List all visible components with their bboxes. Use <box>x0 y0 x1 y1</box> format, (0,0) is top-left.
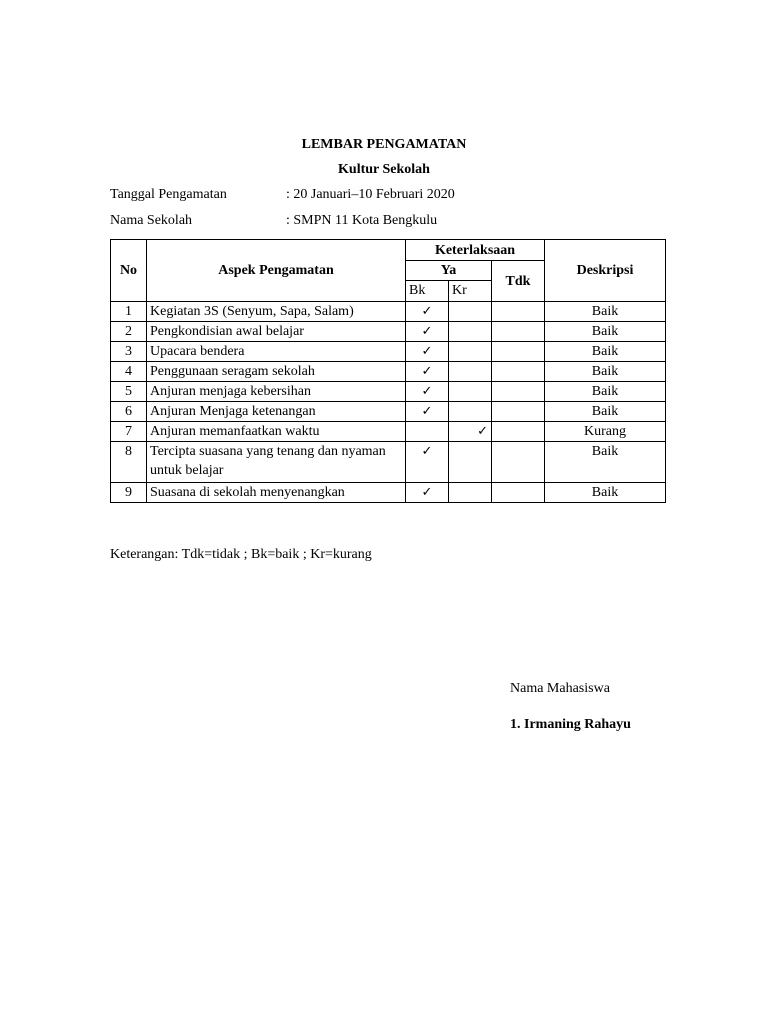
row-aspek: Kegiatan 3S (Senyum, Sapa, Salam) <box>147 302 406 322</box>
check-mark-icon: ✓ <box>421 485 433 500</box>
row-kr-check <box>449 422 492 442</box>
row-aspek: Anjuran menjaga kebersihan <box>147 382 406 402</box>
row-bk-check <box>406 382 449 402</box>
document-subtitle: Kultur Sekolah <box>338 162 430 177</box>
table-row <box>111 362 666 382</box>
row-number: 3 <box>111 342 147 362</box>
row-kr-check <box>449 483 492 503</box>
row-aspek: Suasana di sekolah menyenangkan <box>147 483 406 503</box>
row-aspek: Anjuran memanfaatkan waktu <box>147 422 406 442</box>
row-number: 2 <box>111 322 147 342</box>
row-number: 8 <box>111 442 147 483</box>
meta-date-label: Tanggal Pengamatan <box>110 187 227 202</box>
row-aspek: Anjuran Menjaga ketenangan <box>147 402 406 422</box>
header-tdk: Tdk <box>492 261 545 302</box>
table-row <box>111 382 666 402</box>
row-number: 5 <box>111 382 147 402</box>
row-number: 7 <box>111 422 147 442</box>
check-mark-icon: ✓ <box>421 404 433 419</box>
meta-school-value: : SMPN 11 Kota Bengkulu <box>286 213 438 228</box>
header-kr: Kr <box>449 281 492 302</box>
table-row <box>111 442 666 483</box>
row-bk-check <box>406 322 449 342</box>
row-bk-check <box>406 422 449 442</box>
table-row <box>111 342 666 362</box>
document-title: LEMBAR PENGAMATAN <box>301 137 467 152</box>
header-deskripsi: Deskripsi <box>545 240 666 302</box>
meta-date-value: : 20 Januari–10 Februari 2020 <box>286 187 455 202</box>
row-deskripsi: Baik <box>545 402 666 422</box>
row-aspek: Penggunaan seragam sekolah <box>147 362 406 382</box>
meta-date <box>110 187 455 203</box>
row-deskripsi: Baik <box>545 302 666 322</box>
legend-note: Keterangan: Tdk=tidak ; Bk=baik ; Kr=kurang <box>110 547 372 562</box>
row-deskripsi: Baik <box>545 322 666 342</box>
observation-table-body <box>111 302 666 503</box>
row-tdk-check <box>492 362 545 382</box>
row-kr-check <box>449 362 492 382</box>
row-aspek: Upacara bendera <box>147 342 406 362</box>
row-tdk-check <box>492 322 545 342</box>
row-number: 9 <box>111 483 147 503</box>
row-deskripsi: Kurang <box>545 422 666 442</box>
header-no: No <box>111 240 147 302</box>
header-bk: Bk <box>406 281 449 302</box>
meta-school-label: Nama Sekolah <box>110 213 193 228</box>
table-row <box>111 483 666 503</box>
header-aspek: Aspek Pengamatan <box>147 240 406 302</box>
row-tdk-check <box>492 302 545 322</box>
row-deskripsi: Baik <box>545 483 666 503</box>
row-tdk-check <box>492 442 545 483</box>
check-mark-icon: ✓ <box>421 444 433 459</box>
row-kr-check <box>449 382 492 402</box>
table-row <box>111 422 666 442</box>
row-bk-check <box>406 362 449 382</box>
check-mark-icon: ✓ <box>421 364 433 379</box>
row-kr-check <box>449 442 492 483</box>
table-row <box>111 402 666 422</box>
signature-label: Nama Mahasiswa <box>510 681 610 696</box>
row-tdk-check <box>492 422 545 442</box>
row-kr-check <box>449 322 492 342</box>
row-kr-check <box>449 342 492 362</box>
row-tdk-check <box>492 483 545 503</box>
header-keterlaksaan: Keterlaksaan <box>406 240 545 261</box>
row-kr-check <box>449 402 492 422</box>
check-mark-icon: ✓ <box>421 384 433 399</box>
row-deskripsi: Baik <box>545 382 666 402</box>
check-mark-icon: ✓ <box>421 324 433 339</box>
header-ya: Ya <box>406 261 492 281</box>
row-tdk-check <box>492 402 545 422</box>
row-number: 4 <box>111 362 147 382</box>
row-number: 1 <box>111 302 147 322</box>
observation-table <box>110 239 666 503</box>
row-aspek: Pengkondisian awal belajar <box>147 322 406 342</box>
signature-name: 1. Irmaning Rahayu <box>510 717 631 732</box>
row-bk-check <box>406 442 449 483</box>
table-row <box>111 302 666 322</box>
check-mark-icon: ✓ <box>421 304 433 319</box>
row-kr-check <box>449 302 492 322</box>
row-aspek: Tercipta suasana yang tenang dan nyaman untuk belajar <box>147 442 406 483</box>
check-mark-icon: ✓ <box>477 424 488 439</box>
row-tdk-check <box>492 342 545 362</box>
row-bk-check <box>406 483 449 503</box>
row-deskripsi: Baik <box>545 362 666 382</box>
row-bk-check <box>406 402 449 422</box>
row-bk-check <box>406 302 449 322</box>
row-deskripsi: Baik <box>545 342 666 362</box>
row-tdk-check <box>492 382 545 402</box>
row-bk-check <box>406 342 449 362</box>
meta-school <box>110 213 437 229</box>
table-row <box>111 322 666 342</box>
row-number: 6 <box>111 402 147 422</box>
check-mark-icon: ✓ <box>421 344 433 359</box>
row-deskripsi: Baik <box>545 442 666 483</box>
